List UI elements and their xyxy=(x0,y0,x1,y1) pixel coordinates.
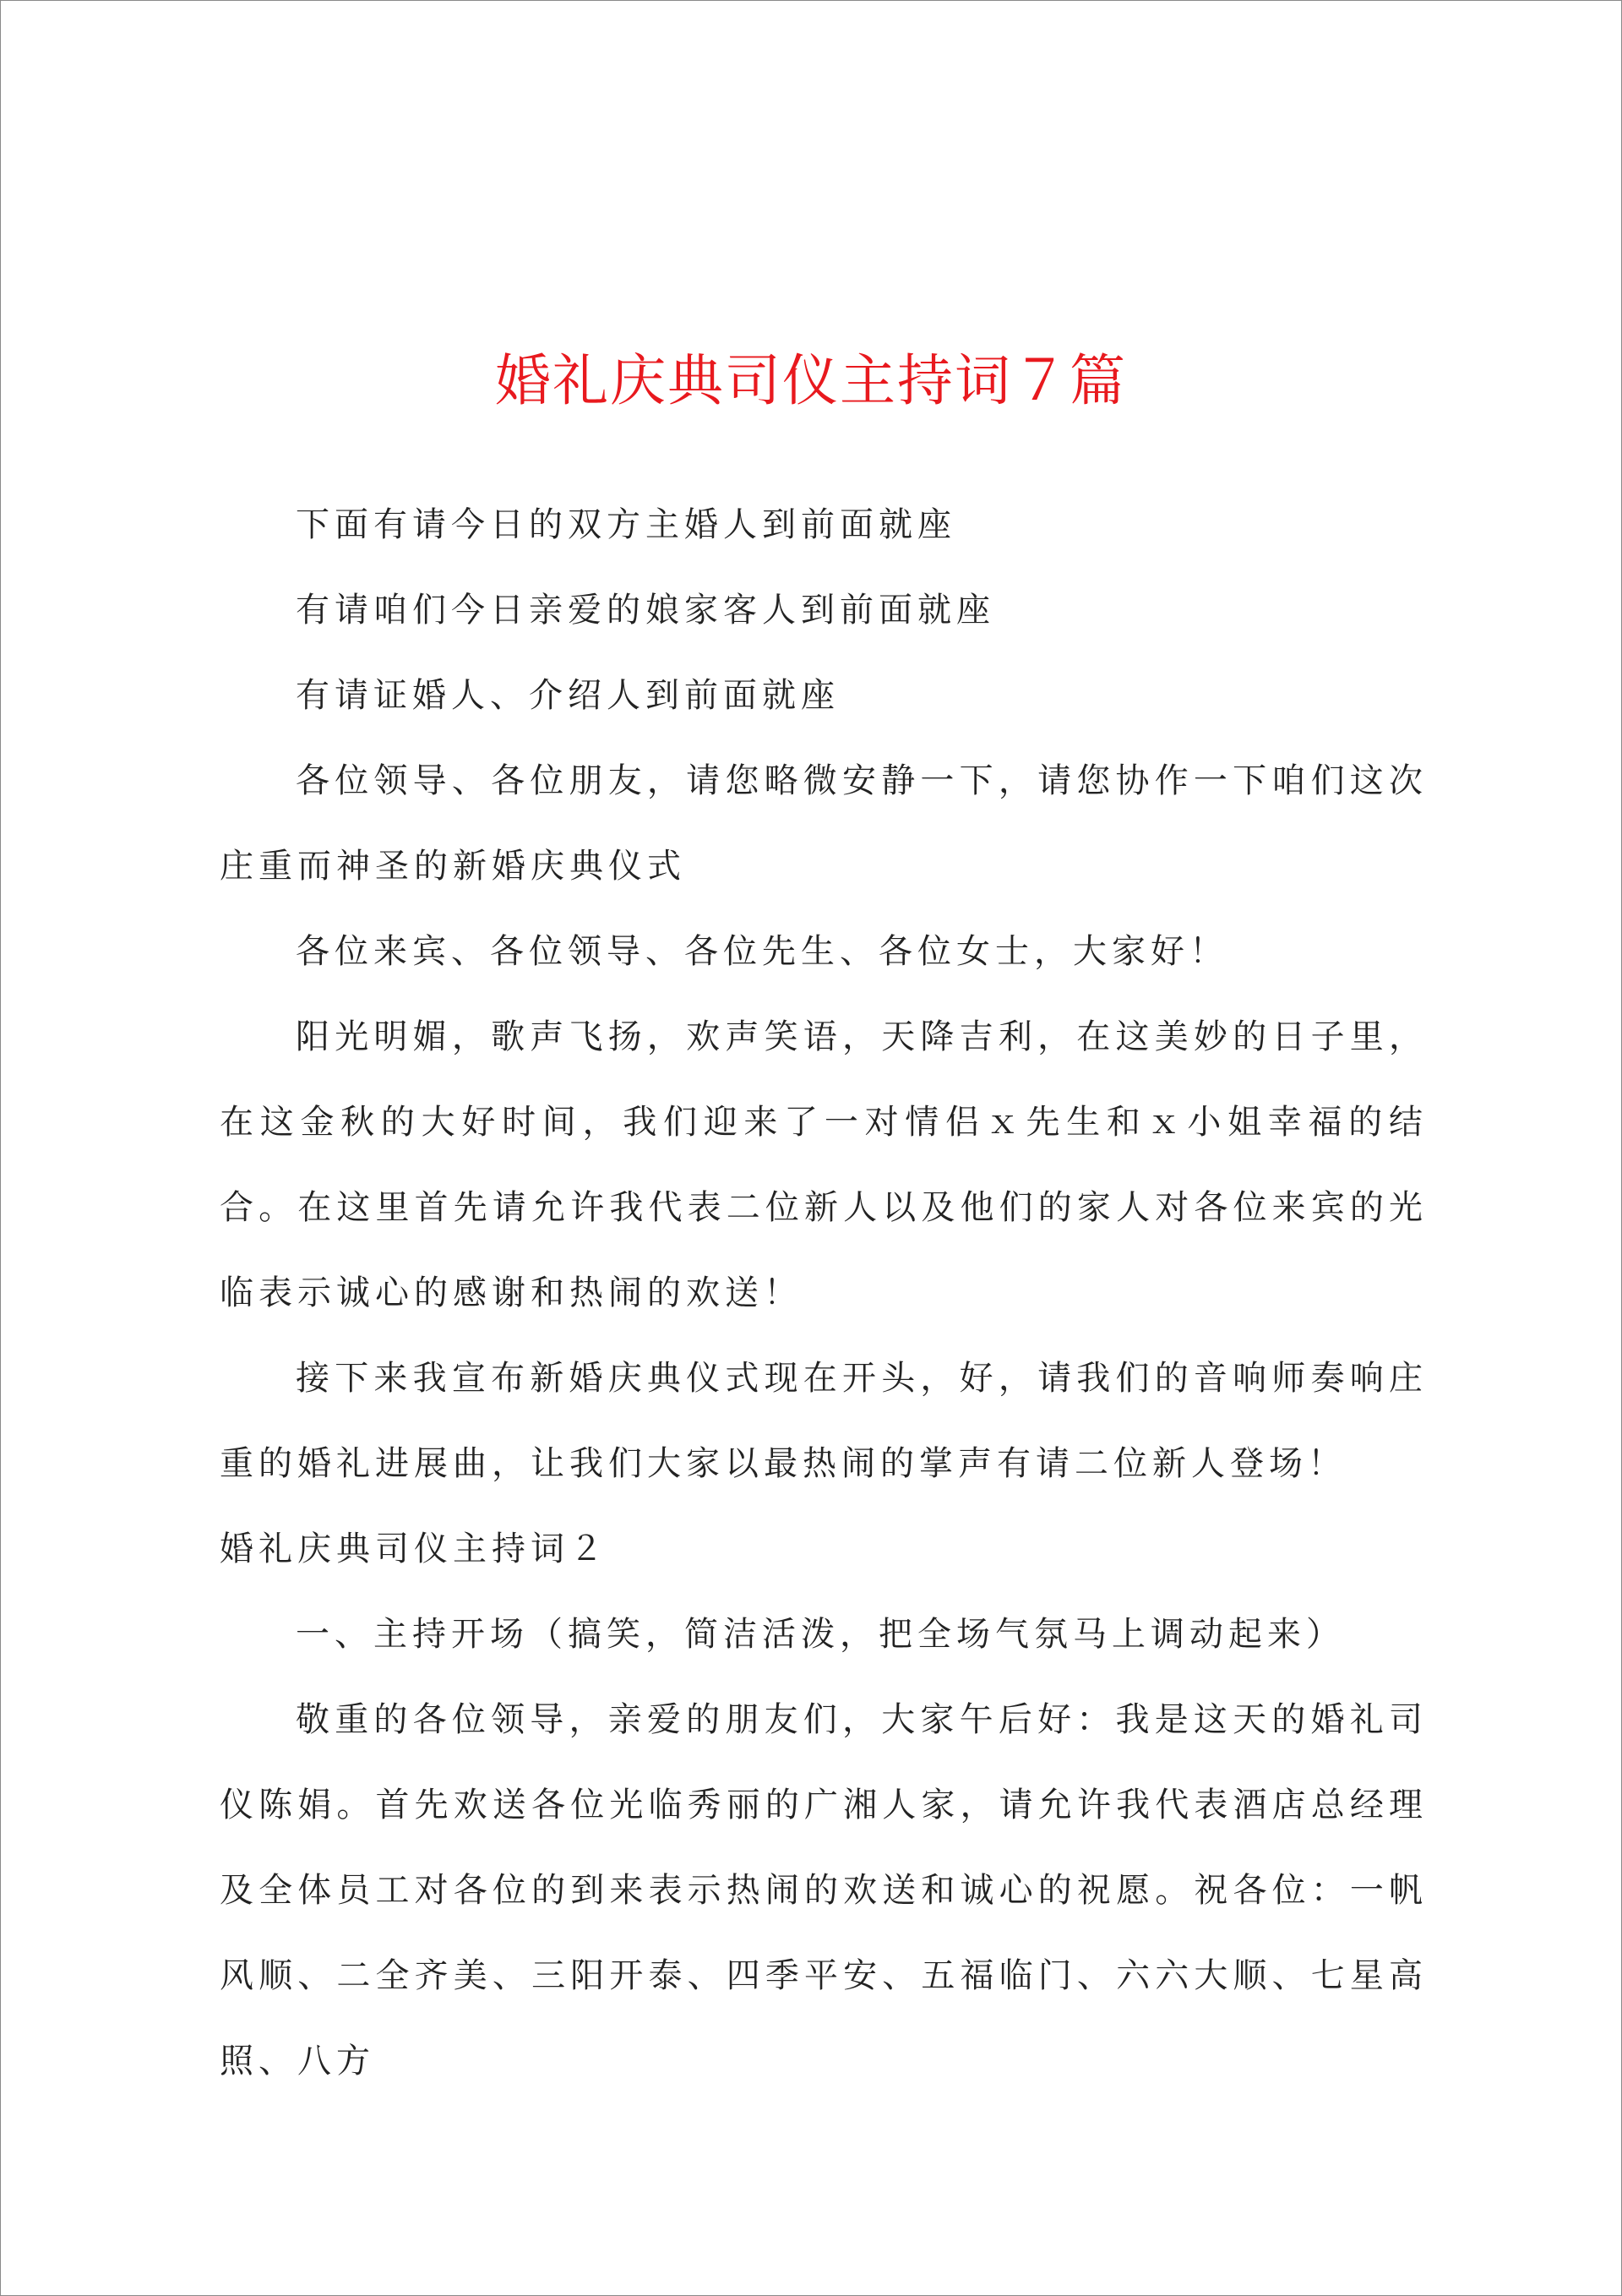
document-title: 婚礼庆典司仪主持词７篇 xyxy=(495,348,1127,413)
document-body xyxy=(220,483,1428,2104)
paragraph: 各位来宾、各位领导、各位先生、各位女士，大家好！ xyxy=(296,932,1228,971)
paragraph: 下面有请今日的双方主婚人到前面就座 xyxy=(296,505,956,544)
paragraph: 各位领导、各位朋友，请您略微安静一下，请您协作一下咱们这次庄重而神圣的新婚庆典仪式 xyxy=(220,761,1428,886)
paragraph: 一、主持开场（搞笑，简洁活泼，把全场气氛马上调动起来） xyxy=(296,1615,1345,1654)
paragraph: 敬重的各位领导，亲爱的朋友们，大家午后好：我是这天的婚礼司仪陈娟。首先欢送各位光临秀丽的广湘人家，请允许我代表酒店总经理及全体员工对各位的到来表示热闹的欢送和诚心的祝愿。祝各位：一帆风顺、二全齐美、三阳开泰、四季平安、五福临门、六六大顺、七星高照、八方 xyxy=(220,1700,1428,2081)
paragraph: 接下来我宣布新婚庆典仪式现在开头，好，请我们的音响师奏响庄重的婚礼进展曲，让我们大家以最热闹的掌声有请二位新人登场！ xyxy=(220,1359,1428,1483)
paragraph: 阳光明媚，歌声飞扬，欢声笑语，天降吉利，在这美妙的日子里，在这金秋的大好时间，我们迎来了一对情侣ｘ先生和ｘ小姐幸福的结合。在这里首先请允许我代表二位新人以及他们的家人对各位来宾的光临表示诚心的感谢和热闹的欢送！ xyxy=(220,1017,1428,1312)
paragraph: 有请证婚人、介绍人到前面就座 xyxy=(296,676,840,715)
paragraph: 有请咱们今日亲爱的娘家客人到前面就座 xyxy=(296,591,995,630)
paragraph: 婚礼庆典司仪主持词２ xyxy=(220,1530,608,1568)
